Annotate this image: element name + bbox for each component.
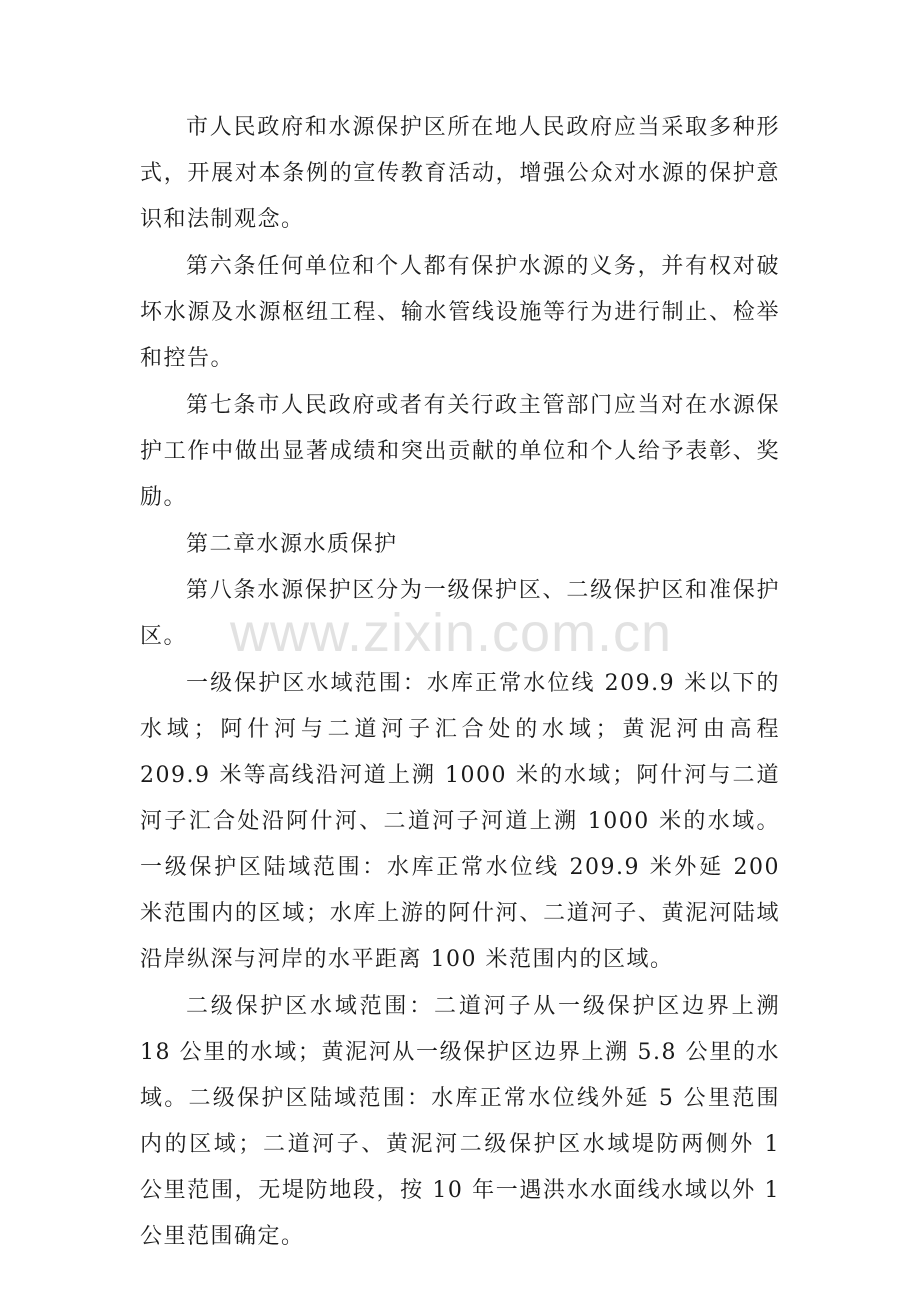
paragraph-level-1-zone: 一级保护区水域范围：水库正常水位线 209.9 米以下的水域；阿什河与二道河子汇合处的水域；黄泥河由高程 209.9 米等高线沿河道上溯 1000 米的水域；阿什河与二道河子汇合处沿阿什河、二道河子河道上溯 1000 米的水域。一级保护区陆域范围：水库正常水位线 209.9 米外延 200 米范围内的区域；水库上游的阿什河、二道河子、黄泥河陆域沿岸纵深与河岸的水平距离 100 米范围内的区域。 [140,671,780,972]
document-body [140,105,780,1261]
paragraph-article-7: 第七条市人民政府或者有关行政主管部门应当对在水源保护工作中做出显著成绩和突出贡献的单位和个人给予表彰、奖励。 [140,393,780,510]
watermark: www.zixin.com.cn [230,603,673,663]
paragraph-level-2-zone: 二级保护区水域范围：二道河子从一级保护区边界上溯 18 公里的水域；黄泥河从一级保护区边界上溯 5.8 公里的水域。二级保护区陆域范围：水库正常水位线外延 5 公里范围内的区域；二道河子、黄泥河二级保护区水域堤防两侧外 1 公里范围，无堤防地段，按 10 年一遇洪水水面线水域以外 1 公里范围确定。 [140,994,780,1249]
paragraph-article-6: 第六条任何单位和个人都有保护水源的义务，并有权对破坏水源及水源枢纽工程、输水管线设施等行为进行制止、检举和控告。 [140,254,780,371]
chapter-heading: 第二章水源水质保护 [186,532,398,557]
paragraph-article-8: 第八条水源保护区分为一级保护区、二级保护区和准保护区。 [140,578,780,649]
paragraph-publicity: 市人民政府和水源保护区所在地人民政府应当采取多种形式，开展对本条例的宣传教育活动，增强公众对水源的保护意识和法制观念。 [140,115,780,232]
